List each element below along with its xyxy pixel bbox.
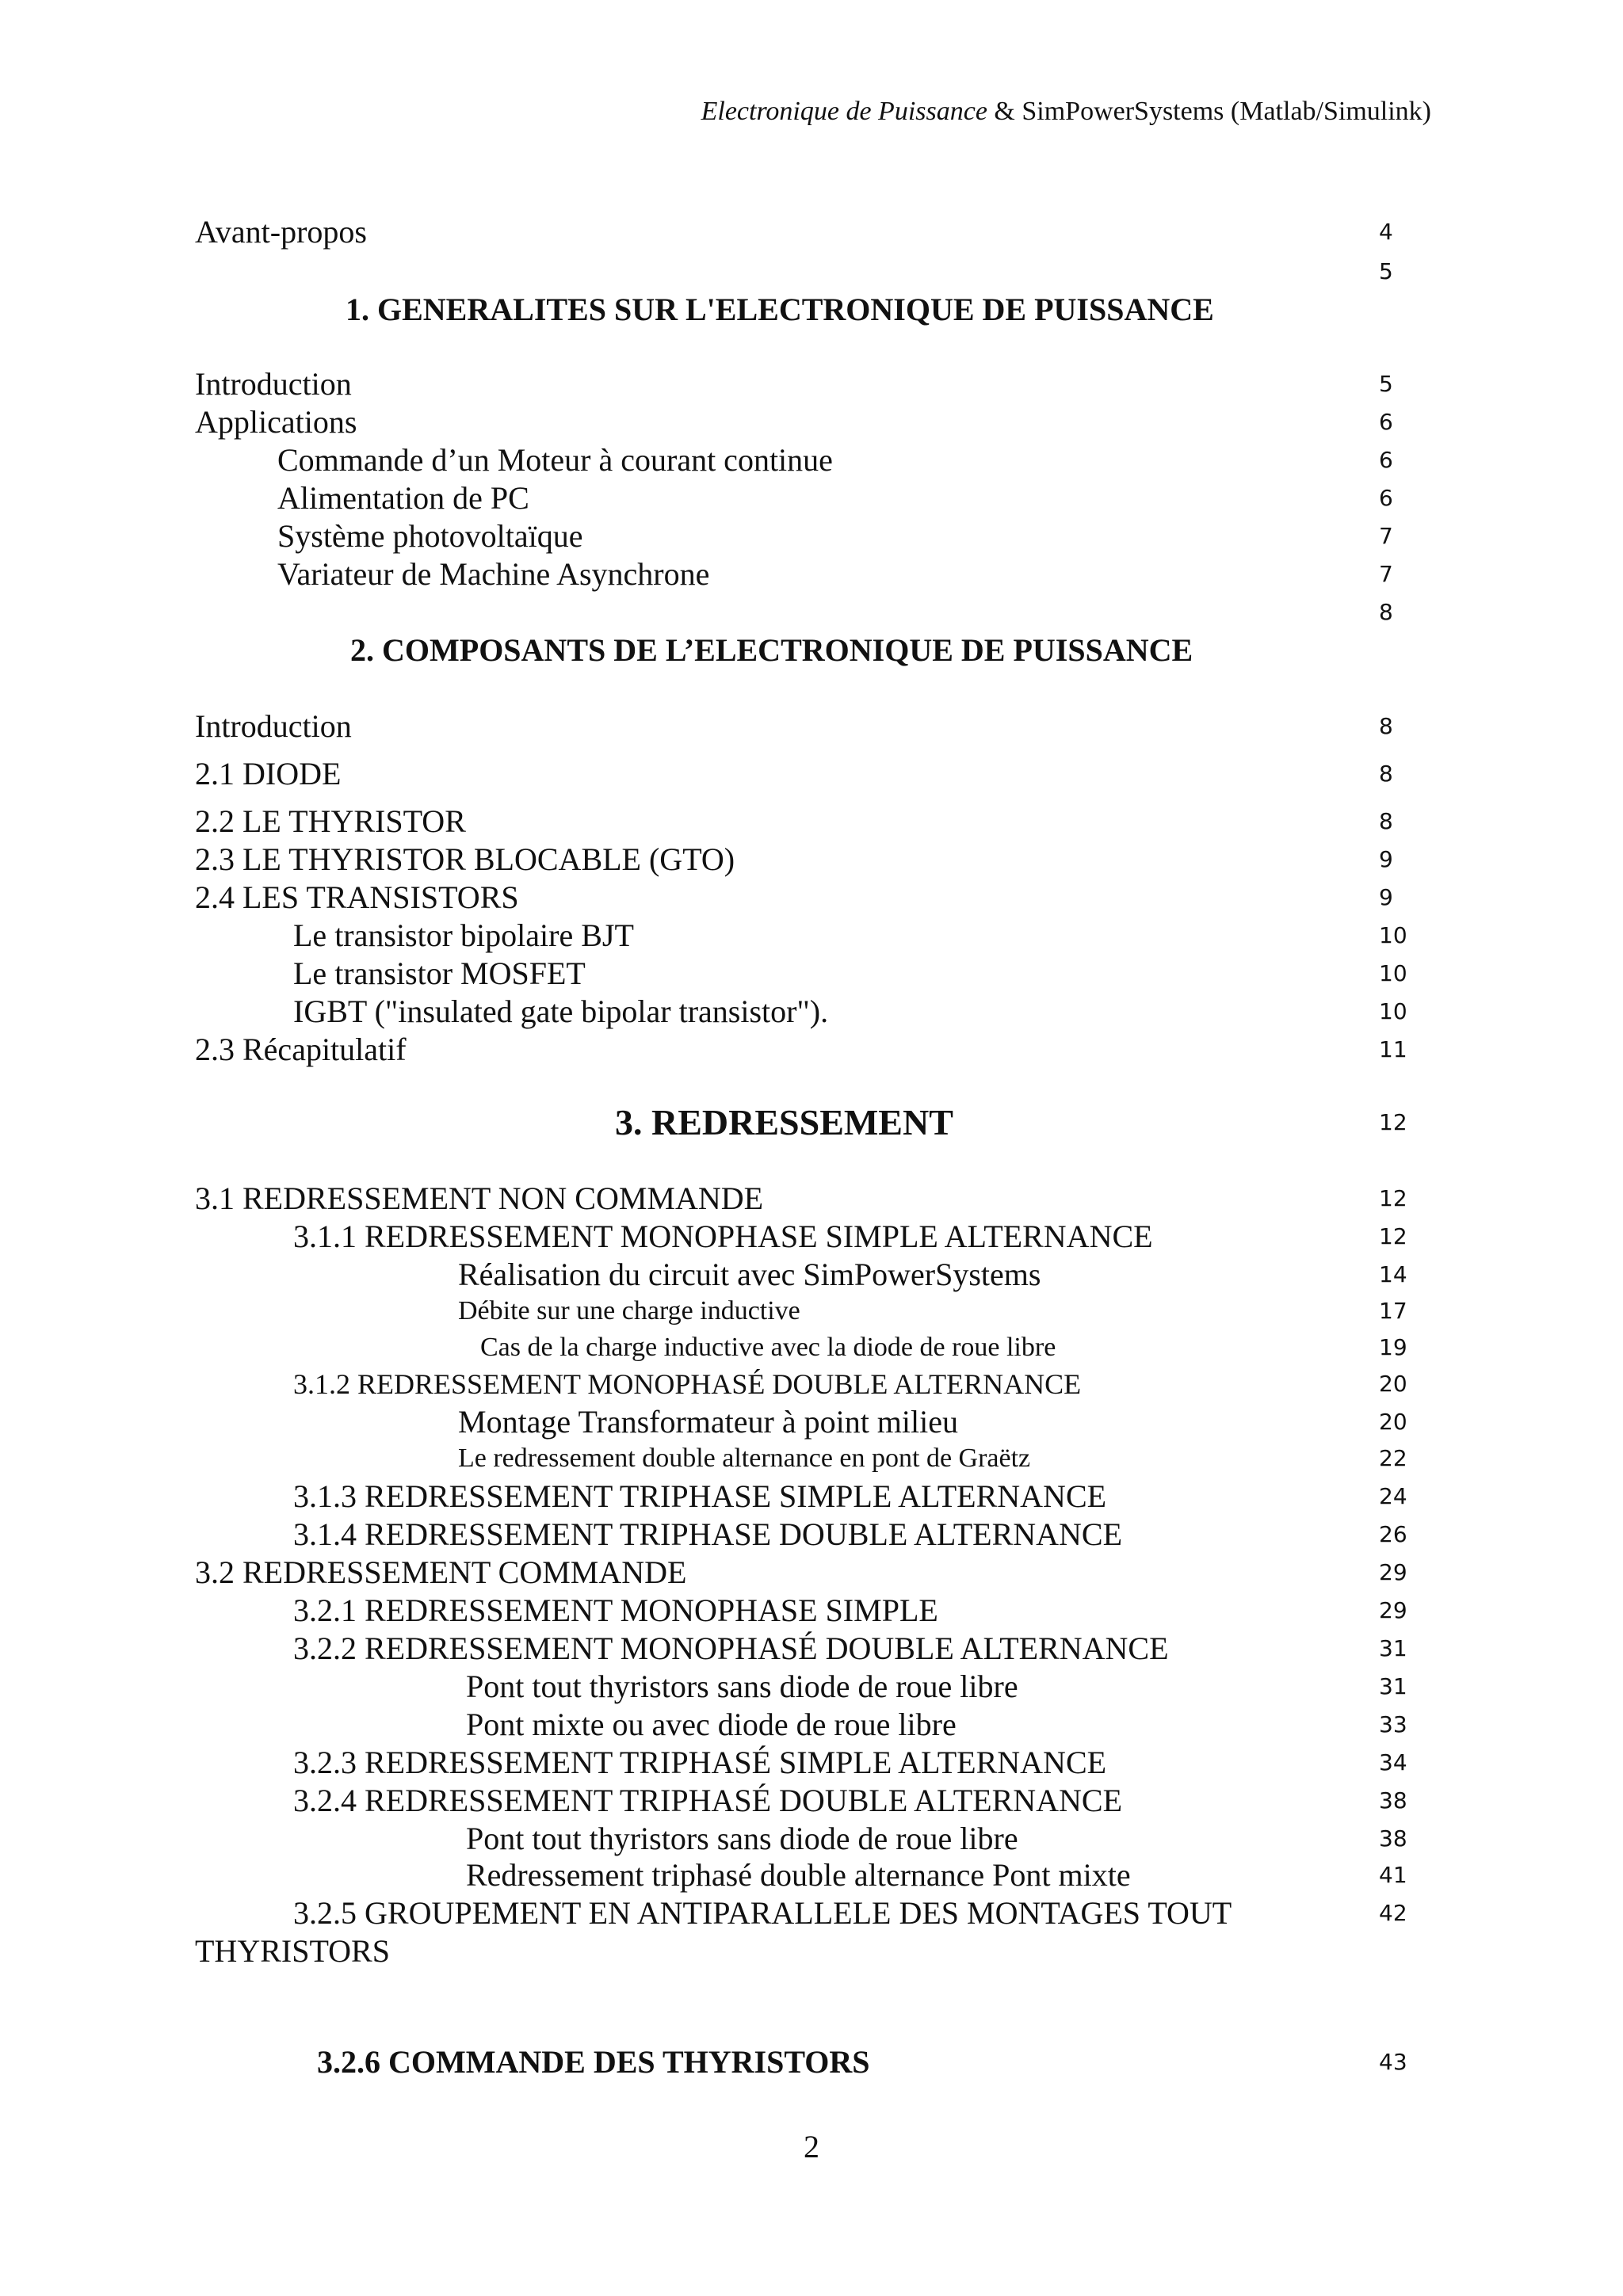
toc-entry-title: Le redressement double alternance en pont de Graëtz	[458, 1444, 1031, 1473]
toc-page-number: 22	[1379, 1445, 1407, 1471]
toc-entry-title: 3.2.1 REDRESSEMENT MONOPHASE SIMPLE	[293, 1592, 938, 1628]
toc-entry[interactable]	[0, 1217, 1623, 1257]
toc-entry[interactable]	[0, 840, 1623, 879]
toc-entry-title: 3.2 REDRESSEMENT COMMANDE	[195, 1554, 687, 1590]
toc-entry-title: Redressement triphasé double alternance Pont mixte	[466, 1857, 1131, 1893]
toc-entry[interactable]	[0, 1328, 1623, 1367]
toc-page-number: 4	[1379, 219, 1393, 245]
toc-entry[interactable]	[0, 1781, 1623, 1821]
toc-entry-title: Applications	[195, 404, 357, 440]
toc-entry-title: Pont mixte ou avec diode de roue libre	[466, 1707, 957, 1742]
toc-page-number: 6	[1379, 485, 1393, 511]
toc-page-number: 38	[1379, 1825, 1407, 1852]
toc-page-number: 31	[1379, 1673, 1407, 1699]
toc-entry[interactable]	[0, 479, 1623, 518]
toc-entry-title: 3.1 REDRESSEMENT NON COMMANDE	[195, 1180, 764, 1216]
toc-entry-title: 3.2.3 REDRESSEMENT TRIPHASÉ SIMPLE ALTERNANCE	[293, 1745, 1107, 1780]
toc-entry[interactable]	[0, 1819, 1623, 1859]
toc-page-number: 5	[1379, 258, 1393, 284]
toc-entry[interactable]	[0, 1179, 1623, 1219]
header-subtitle: & SimPowerSystems (Matlab/Simulink)	[987, 97, 1431, 126]
toc-page-number: 10	[1379, 922, 1407, 948]
toc-entry-title: Montage Transformateur à point milieu	[458, 1404, 959, 1440]
toc-entry-title: 3.1.4 REDRESSEMENT TRIPHASE DOUBLE ALTERNANCE	[293, 1516, 1123, 1552]
toc-page-number: 29	[1379, 1559, 1407, 1585]
toc-page-number: 38	[1379, 1787, 1407, 1814]
toc-page-number: 5	[1379, 371, 1393, 397]
toc-entry-title: 2.3 Récapitulatif	[195, 1032, 407, 1067]
toc-entry-title: 3.1.1 REDRESSEMENT MONOPHASE SIMPLE ALTERNANCE	[293, 1219, 1153, 1254]
toc-page-number: 7	[1379, 523, 1393, 549]
toc-entry[interactable]	[0, 1103, 1623, 1142]
toc-page-number: 20	[1379, 1409, 1407, 1435]
toc-entry-title: THYRISTORS	[195, 1933, 390, 1969]
toc-entry[interactable]	[0, 1291, 1623, 1331]
toc-page-number: 12	[1379, 1223, 1407, 1249]
toc-page-number: 12	[1379, 1109, 1407, 1135]
toc-entry-title: 2.3 LE THYRISTOR BLOCABLE (GTO)	[195, 841, 735, 877]
toc-entry-title: Réalisation du circuit avec SimPowerSystems	[458, 1257, 1041, 1292]
toc-page-number: 20	[1379, 1371, 1407, 1397]
toc-entry[interactable]	[0, 1439, 1623, 1478]
toc-entry[interactable]	[0, 1515, 1623, 1554]
toc-entry[interactable]	[0, 802, 1623, 841]
toc-entry-title: 2.1 DIODE	[195, 756, 342, 791]
toc-entry[interactable]	[0, 992, 1623, 1032]
toc-entry-title: Système photovoltaïque	[277, 518, 583, 554]
toc-entry[interactable]	[0, 707, 1623, 746]
toc-page-number: 8	[1379, 761, 1393, 787]
toc-entry-title: 3.1.2 REDRESSEMENT MONOPHASÉ DOUBLE ALTERNANCE	[293, 1368, 1082, 1400]
toc-entry[interactable]	[0, 1553, 1623, 1592]
toc-entry-title: Introduction	[195, 366, 352, 402]
toc-section-heading: 1. GENERALITES SUR L'ELECTRONIQUE DE PUISSANCE	[346, 292, 1214, 327]
page-number: 2	[804, 2129, 819, 2164]
toc-entry[interactable]	[0, 916, 1623, 955]
toc-entry[interactable]	[0, 441, 1623, 480]
toc-page-number: 43	[1379, 2049, 1407, 2075]
toc-entry-title: Pont tout thyristors sans diode de roue libre	[466, 1821, 1018, 1856]
toc-page-number: 31	[1379, 1635, 1407, 1661]
toc-section-heading: 3.2.6 COMMANDE DES THYRISTORS	[317, 2044, 870, 2080]
toc-page-number: 8	[1379, 808, 1393, 834]
header-title: Electronique de Puissance	[701, 97, 987, 126]
running-header	[0, 97, 1431, 127]
toc-entry-title: Le transistor MOSFET	[293, 955, 586, 991]
toc-page-number: 24	[1379, 1483, 1407, 1509]
toc-page-number: 12	[1379, 1185, 1407, 1211]
toc-page-number: 42	[1379, 1900, 1407, 1926]
toc-entry[interactable]	[0, 1030, 1623, 1070]
toc-entry[interactable]	[0, 1591, 1623, 1630]
toc-page-number: 14	[1379, 1261, 1407, 1287]
toc-page-number: 9	[1379, 884, 1393, 910]
toc-page-number: 33	[1379, 1711, 1407, 1737]
toc-entry-title: IGBT ("insulated gate bipolar transistor").	[293, 994, 829, 1029]
toc-entry-title: 3.2.4 REDRESSEMENT TRIPHASÉ DOUBLE ALTERNANCE	[293, 1783, 1123, 1818]
toc-page-number: 8	[1379, 599, 1393, 625]
toc-page-number: 17	[1379, 1298, 1407, 1324]
toc-entry-title: Débite sur une charge inductive	[458, 1296, 800, 1325]
toc-page-number: 9	[1379, 846, 1393, 872]
toc-page-number: 29	[1379, 1597, 1407, 1623]
toc-page-number: 8	[1379, 713, 1393, 739]
toc-entry-title: Pont tout thyristors sans diode de roue libre	[466, 1669, 1018, 1704]
toc-page-number: 41	[1379, 1862, 1407, 1888]
toc-entry-title: 2.4 LES TRANSISTORS	[195, 879, 519, 915]
toc-entry-title: Cas de la charge inductive avec la diode de roue libre	[480, 1333, 1056, 1362]
toc-entry-title: 3.1.3 REDRESSEMENT TRIPHASE SIMPLE ALTERNANCE	[293, 1478, 1107, 1514]
toc-entry-title: 2.2 LE THYRISTOR	[195, 803, 466, 839]
toc-entry[interactable]	[0, 1629, 1623, 1669]
toc-entry[interactable]	[0, 2042, 1623, 2082]
toc-page-number: 7	[1379, 561, 1393, 587]
toc-entry[interactable]	[0, 364, 1623, 404]
toc-entry-title: Alimentation de PC	[277, 480, 529, 516]
toc-page-number: 34	[1379, 1749, 1407, 1775]
toc-entry[interactable]	[0, 212, 1623, 252]
toc-section-heading: 3. REDRESSEMENT	[615, 1102, 953, 1142]
toc-page-number: 10	[1379, 998, 1407, 1024]
toc-page-number: 19	[1379, 1334, 1407, 1360]
toc-page-number: 6	[1379, 409, 1393, 435]
toc-entry-title: Avant-propos	[195, 214, 367, 250]
toc-page-number: 11	[1379, 1036, 1407, 1062]
toc-section-heading: 2. COMPOSANTS DE L’ELECTRONIQUE DE PUISSANCE	[350, 632, 1193, 668]
toc-entry-title: Introduction	[195, 708, 352, 744]
toc-entry[interactable]	[0, 1932, 1623, 1971]
toc-entry[interactable]	[0, 290, 1623, 330]
toc-entry-title: Variateur de Machine Asynchrone	[277, 556, 710, 592]
toc-entry[interactable]	[0, 1743, 1623, 1783]
toc-entry[interactable]	[0, 555, 1623, 594]
toc-entry-title: 3.2.2 REDRESSEMENT MONOPHASÉ DOUBLE ALTERNANCE	[293, 1630, 1169, 1666]
toc-page-number: 6	[1379, 447, 1393, 473]
toc-entry[interactable]	[0, 1402, 1623, 1442]
toc-page-number: 26	[1379, 1521, 1407, 1547]
toc-entry[interactable]	[0, 1477, 1623, 1516]
toc-entry-title: 3.2.5 GROUPEMENT EN ANTIPARALLELE DES MONTAGES TOUT	[293, 1895, 1232, 1931]
toc-entry[interactable]	[0, 1255, 1623, 1295]
toc-entry[interactable]	[0, 878, 1623, 917]
toc-entry[interactable]	[0, 402, 1623, 442]
toc-entry[interactable]	[0, 1364, 1623, 1404]
toc-page-number: 10	[1379, 960, 1407, 986]
toc-entry[interactable]	[0, 1667, 1623, 1707]
toc-entry[interactable]	[0, 954, 1623, 994]
toc-entry-title: Commande d’un Moteur à courant continue	[277, 442, 833, 478]
toc-entry[interactable]	[0, 631, 1623, 670]
toc-entry[interactable]	[0, 1894, 1623, 1933]
toc-entry[interactable]	[0, 517, 1623, 556]
toc-entry[interactable]	[0, 1855, 1623, 1895]
toc-entry[interactable]	[0, 1705, 1623, 1745]
toc-entry-title: Le transistor bipolaire BJT	[293, 917, 634, 953]
toc-entry[interactable]	[0, 754, 1623, 794]
